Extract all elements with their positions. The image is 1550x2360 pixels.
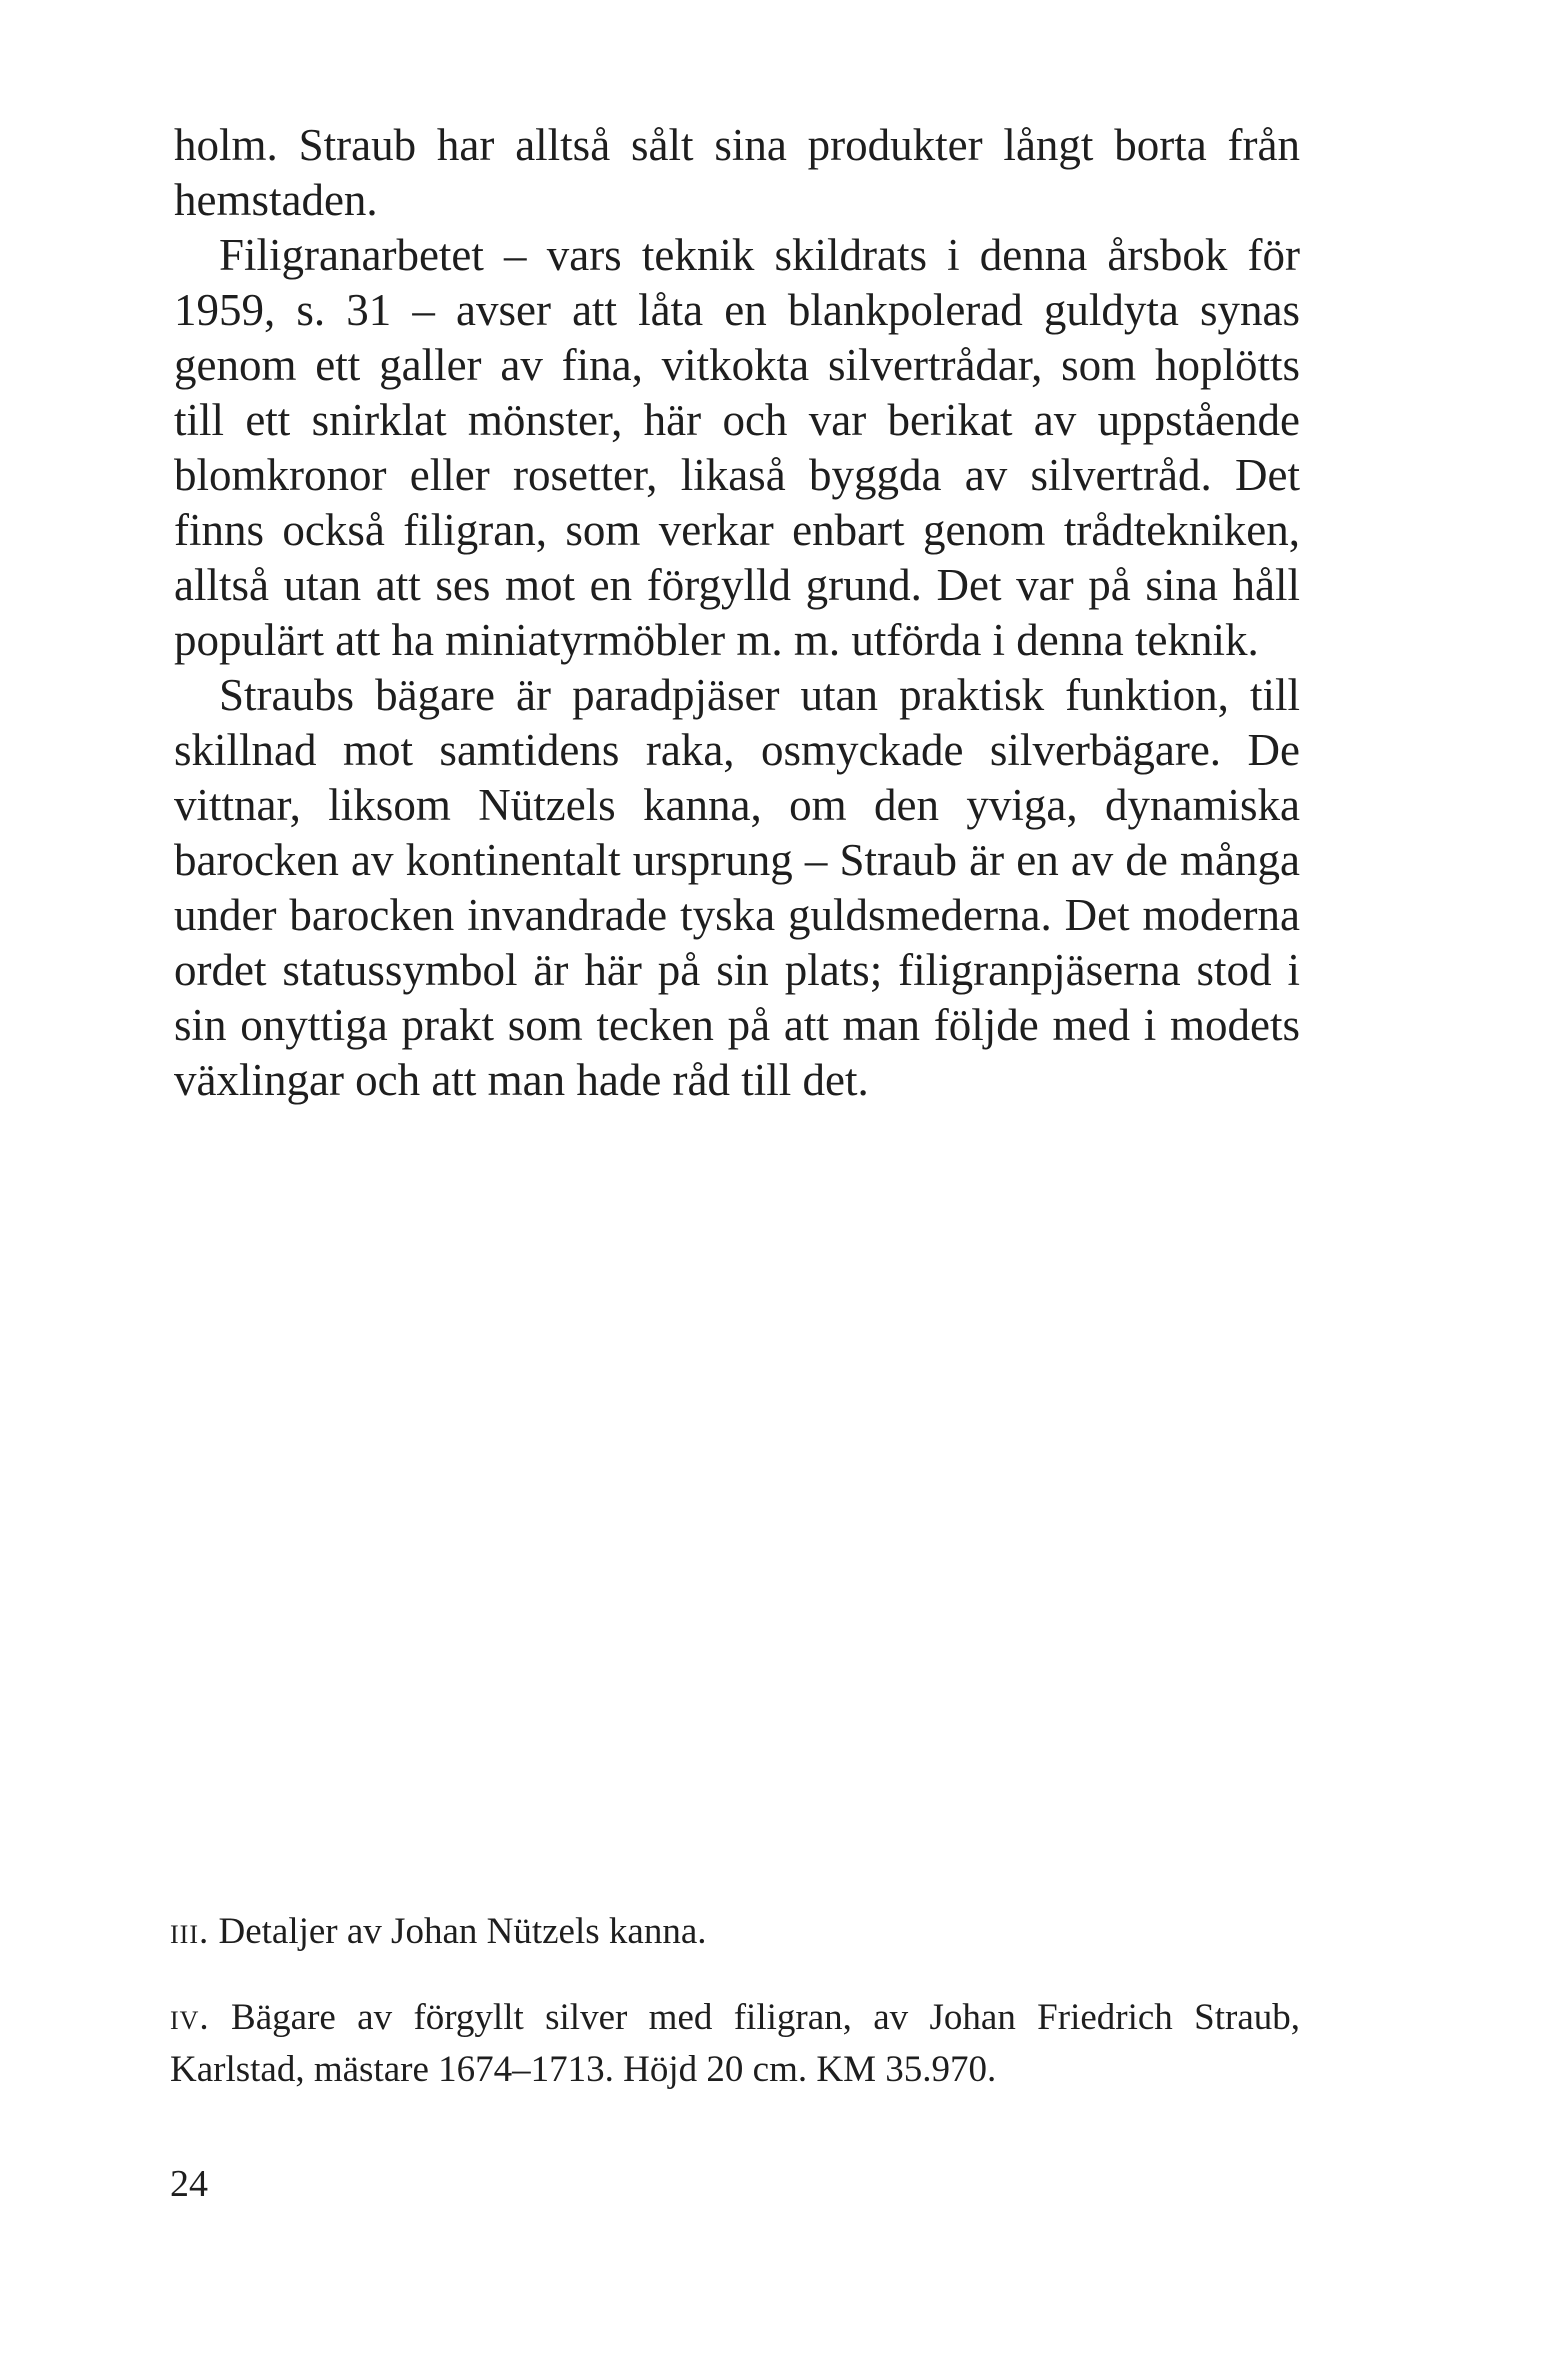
page-number: 24 [170, 2163, 208, 2205]
caption-iii [170, 1906, 1300, 1958]
figure-captions [170, 1906, 1300, 2096]
paragraph-2: Filigranarbetet – vars teknik skildrats i denna årsbok för 1959, s. 31 – avser att låta en blankpolerad guldyta synas genom ett galler av fina, vitkokta silvertrådar, som hoplötts till ett snirklat mönster, här och var berikat av uppstående blomkronor eller rosetter, likaså byggda av silvertråd. Det finns också filigran, som verkar enbart genom trådtekniken, alltså utan att ses mot en förgylld grund. Det var på sina håll populärt att ha miniatyrmöbler m. m. utförda i denna teknik. [174, 230, 1300, 665]
caption-iv [170, 1992, 1300, 2096]
caption-text: Bägare av förgyllt silver med filigran, av Johan Friedrich Straub, Karlstad, mästare 1674–1713. Höjd 20 cm. KM 35.970. [170, 1997, 1301, 2090]
paragraph-3: Straubs bägare är paradpjäser utan praktisk funktion, till skillnad mot samtidens raka, osmyckade silverbägare. De vittnar, liksom Nützels kanna, om den yviga, dynamiska barocken av kontinentalt ursprung – Straub är en av de många under barocken invandrade tyska guldsmederna. Det moderna ordet statussymbol är här på sin plats; filigranpjäserna stod i sin onyttiga prakt som tecken på att man följde med i modets växlingar och att man hade råd till det. [174, 670, 1300, 1105]
body-text [174, 118, 1300, 1108]
caption-number: iv. [170, 1997, 210, 2038]
paragraph-1: holm. Straub har alltså sålt sina produkter långt borta från hemstaden. [174, 120, 1300, 225]
caption-text: Detaljer av Johan Nützels kanna. [218, 1911, 707, 1952]
caption-number: iii. [170, 1911, 210, 1952]
